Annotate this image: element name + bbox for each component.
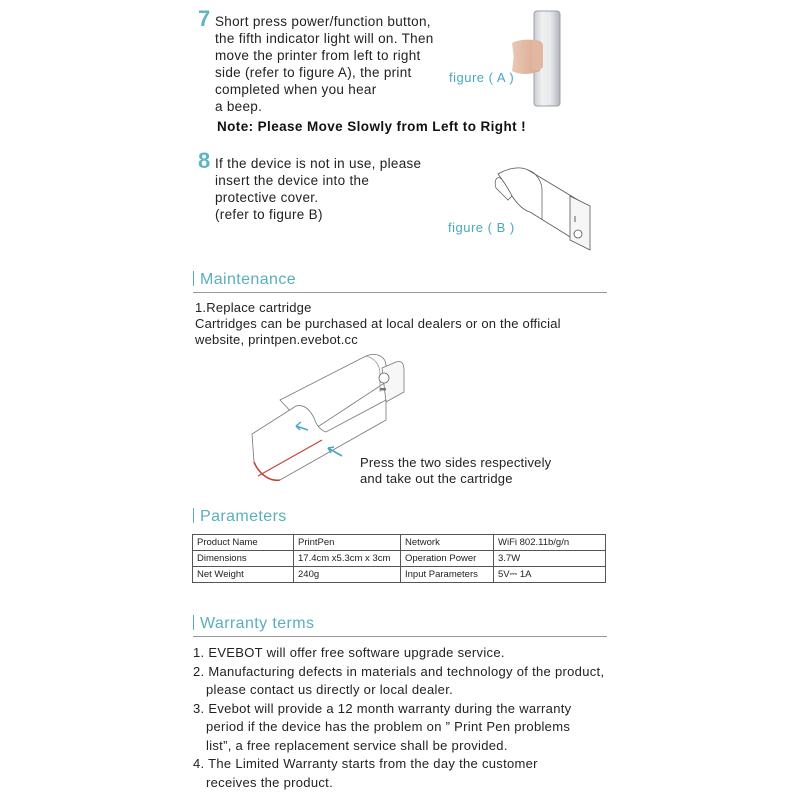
step-8-line: If the device is not in use, please [215,156,422,171]
warranty-line: 3. Evebot will provide a 12 month warranty during the warranty [193,700,572,716]
maintenance-item-title: 1.Replace cartridge [195,300,312,315]
warranty-line: 4. The Limited Warranty starts from the day the customer [193,756,538,771]
step-8-text [215,155,455,223]
maintenance-description [195,316,615,348]
step-8-line: insert the device into the [215,173,370,188]
heading-bar [193,271,194,286]
warranty-item [193,700,613,756]
step-7-line: a beep. [215,99,263,114]
step-7-line: move the printer from left to right [215,48,421,63]
table-cell: Operation Power [401,551,494,567]
warranty-line: 1. EVEBOT will offer free software upgrade service. [193,645,505,660]
warranty-item [193,663,613,700]
warranty-divider [193,636,607,637]
step-7-number: 7 [198,6,211,31]
note-text: Note: Please Move Slowly from Left to Right ! [217,119,527,134]
figure-a-label: figure ( A ) [449,70,515,85]
warranty-line: period if the device has the problem on ” Print Pen problems [206,719,571,734]
figure-b-illustration [490,160,600,255]
maintenance-heading [193,271,296,289]
warranty-heading-text: Warranty terms [200,615,315,632]
heading-bar [193,615,194,630]
cartridge-caption [360,455,551,487]
heading-bar [193,508,194,523]
cartridge-caption-line: Press the two sides respectively [360,455,552,470]
step-7-line: completed when you hear [215,82,377,97]
warranty-line: list”, a free replacement service shall be provided. [206,737,508,753]
step-8-line: (refer to figure B) [215,207,323,222]
parameters-table [192,534,606,583]
table-cell: Net Weight [193,567,294,583]
warranty-line: please contact us directly or local dealer. [206,682,454,697]
maintenance-line: Cartridges can be purchased at local dealers or on the official [195,316,561,331]
warranty-item [193,755,613,792]
table-cell: Network [401,535,494,551]
table-cell: Input Parameters [401,567,494,583]
maintenance-divider [193,292,607,293]
table-cell: 3.7W [494,551,606,567]
parameters-heading-text: Parameters [200,508,287,525]
figure-a-illustration [510,5,580,110]
table-cell: WiFi 802.11b/g/n [494,535,606,551]
warranty-line: receives the product. [206,774,333,790]
maintenance-line: website, printpen.evebot.cc [195,332,358,347]
table-cell: Dimensions [193,551,294,567]
step-8-line: protective cover. [215,190,319,205]
table-row [193,551,606,567]
step-7-line: side (refer to figure A), the print [215,65,412,80]
warranty-list [193,644,613,792]
table-cell: 17.4cm x5.3cm x 3cm [294,551,401,567]
step-8-number: 8 [198,148,211,173]
step-7-text [215,13,455,115]
table-cell: Product Name [193,535,294,551]
table-cell: 240g [294,567,401,583]
cartridge-caption-line: and take out the cartridge [360,471,513,486]
table-row [193,567,606,583]
warranty-item [193,644,613,663]
step-7-line: Short press power/function button, [215,14,431,29]
warranty-heading [193,615,314,633]
maintenance-heading-text: Maintenance [200,271,297,288]
warranty-line: 2. Manufacturing defects in materials and technology of the product, [193,663,605,679]
step-7-line: the fifth indicator light will on. Then [215,31,434,46]
figure-b-label: figure ( B ) [448,220,515,235]
table-cell: 5V⎓ 1A [494,567,606,583]
table-cell: PrintPen [294,535,401,551]
parameters-heading [193,508,287,526]
table-row [193,535,606,551]
